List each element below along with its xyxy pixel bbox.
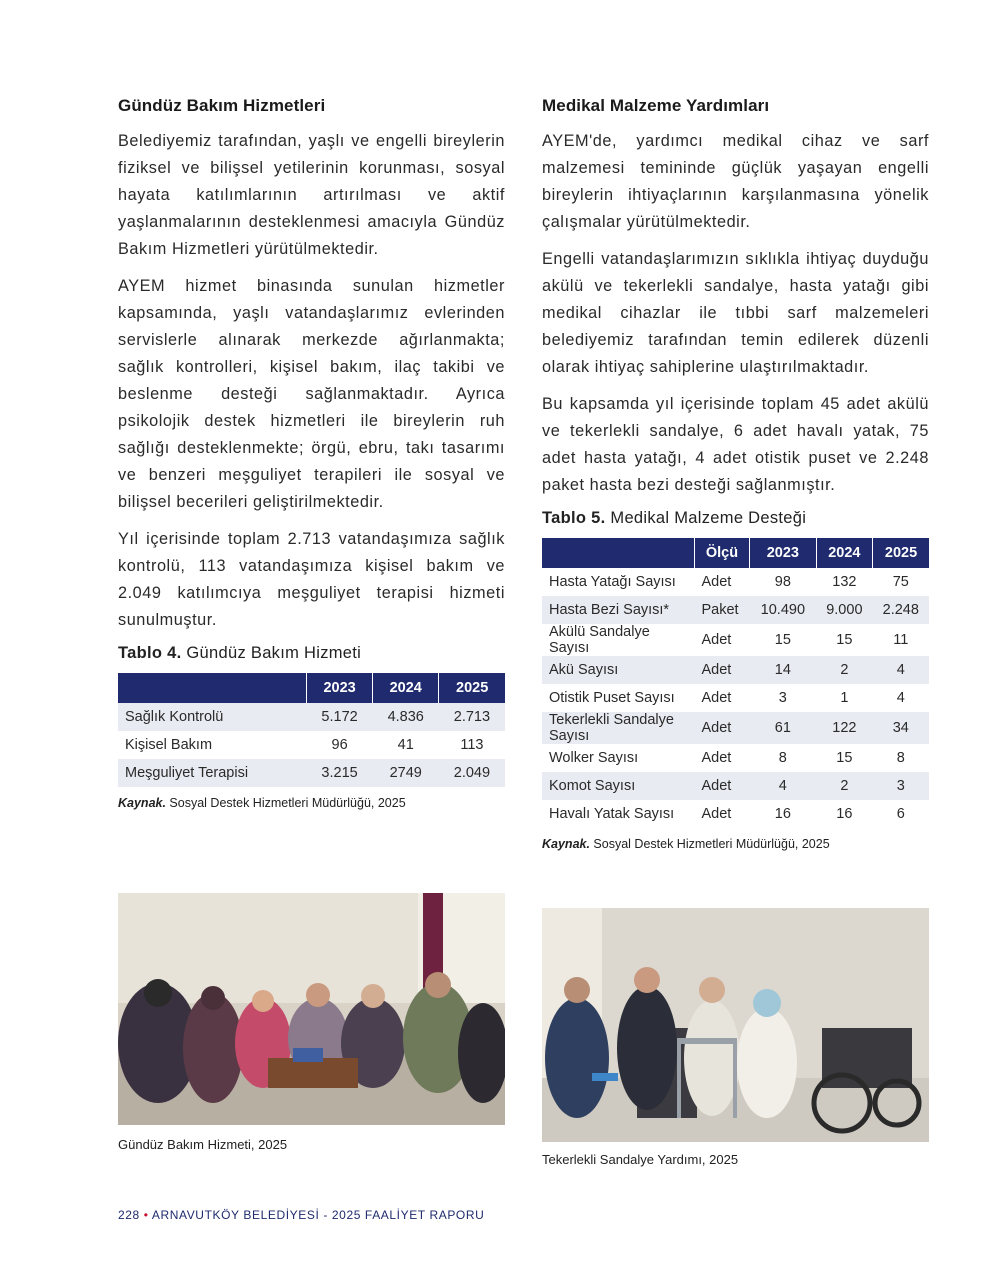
footer-org: ARNAVUTKÖY BELEDİYESİ xyxy=(151,1208,320,1222)
cell-value: 3 xyxy=(873,772,929,800)
cell-value: 4 xyxy=(750,772,817,800)
paragraph: AYEM hizmet binasında sunulan hizmetler kapsamında, yaşlı vatandaşlarımız evlerinden servislerle alınarak merkezde ağırlanmakta; sağlık kontrolleri, kişisel bakım, ilaç takibi ve beslenme desteği sağlanmaktadır. Ayrıca psikolojik destek hizmetleri ile bireylerin ruh sağlığı desteklenmekte; örgü, ebru, takı tasarımı ve benzeri meşguliyet terapileri ile sosyal ve bilişsel becerileri geliştirilmektedir. xyxy=(118,277,505,511)
table-row xyxy=(542,772,929,800)
source-text: Sosyal Destek Hizmetleri Müdürlüğü, 2025 xyxy=(165,796,406,810)
cell-value: 14 xyxy=(750,656,817,684)
row-unit: Paket xyxy=(695,596,750,624)
section-heading-gunduz-bakim: Gündüz Bakım Hizmetleri xyxy=(118,96,326,115)
cell-value: 15 xyxy=(836,632,853,648)
cell-value: 11 xyxy=(893,632,909,648)
row-unit: Adet xyxy=(701,806,732,822)
table-row xyxy=(118,703,505,731)
cell-value: 2 xyxy=(816,772,872,800)
cell-value: 132 xyxy=(832,574,857,590)
row-label: Wolker Sayısı xyxy=(549,750,639,766)
row-unit: Adet xyxy=(701,632,732,648)
header-year: 2024 xyxy=(373,673,439,703)
paragraph: Belediyemiz tarafından, yaşlı ve engelli bireylerin fiziksel ve bilişsel yetilerinin korunması, sosyal hayata katılımlarının artırılması ve aktif yaşlanmalarının desteklenmesi amacıyla Gündüz Bakım Hizmetleri yürütülmektedir. xyxy=(118,132,505,258)
cell-value: 1 xyxy=(840,690,849,706)
table-source xyxy=(542,837,929,851)
cell-value: 2 xyxy=(816,656,872,684)
row-label: Otistik Puset Sayısı xyxy=(549,690,675,706)
row-label: Komot Sayısı xyxy=(542,772,695,800)
header-year: 2023 xyxy=(307,673,373,703)
cell-value: 16 xyxy=(836,806,853,822)
table-header-row xyxy=(118,673,505,703)
table-row xyxy=(542,596,929,624)
cell-value: 2.049 xyxy=(439,759,505,787)
paragraph: Yıl içerisinde toplam 2.713 vatandaşımıza sağlık kontrolü, 113 vatandaşımıza kişisel bakım ve 2.049 katılımcıya meşguliyet terapisi hizmeti sunulmuştur. xyxy=(118,530,505,629)
source-label: Kaynak. xyxy=(542,837,590,851)
paragraph: AYEM'de, yardımcı medikal cihaz ve sarf malzemesi temininde güçlük yaşayan engelli bireylerin ihtiyaçlarının karşılanmasına yönelik çalışmalar yürütülmektedir. xyxy=(542,132,929,231)
table-caption-title: Gündüz Bakım Hizmeti xyxy=(181,644,362,662)
cell-value: 2.713 xyxy=(439,703,505,731)
cell-value: 2749 xyxy=(373,759,439,787)
cell-value: 4 xyxy=(896,690,905,706)
cell-value: 3.215 xyxy=(307,759,373,787)
row-unit: Adet xyxy=(701,690,732,706)
cell-value: 113 xyxy=(460,737,484,753)
cell-value: 3 xyxy=(778,690,787,706)
row-label: Tekerlekli Sandalye Sayısı xyxy=(542,712,695,744)
row-label: Sağlık Kontrolü xyxy=(118,703,307,731)
left-column xyxy=(118,96,505,810)
header-year: 2025 xyxy=(873,538,929,568)
source-label: Kaynak. xyxy=(118,796,166,810)
cell-value: 4 xyxy=(873,656,929,684)
cell-value: 75 xyxy=(892,574,909,590)
table-row xyxy=(542,800,929,828)
cell-value: 5.172 xyxy=(307,703,373,731)
cell-value: 61 xyxy=(750,712,817,744)
row-unit: Adet xyxy=(701,574,732,590)
table-caption xyxy=(118,644,505,663)
table-row xyxy=(542,684,929,712)
cell-value: 15 xyxy=(774,632,791,648)
table-caption-title: Medikal Malzeme Desteği xyxy=(605,509,807,527)
cell-value: 8 xyxy=(778,750,787,766)
footer-dash: - xyxy=(323,1208,328,1222)
table-body xyxy=(542,568,929,828)
cell-value: 6 xyxy=(896,806,905,822)
header-year: 2025 xyxy=(439,673,505,703)
cell-value: 4.836 xyxy=(373,703,439,731)
table-row xyxy=(542,744,929,772)
cell-value: 2.248 xyxy=(873,596,929,624)
row-label: Havalı Yatak Sayısı xyxy=(549,806,675,822)
row-label: Meşguliyet Terapisi xyxy=(118,759,307,787)
gunduz-bakim-table xyxy=(118,673,505,787)
medikal-malzeme-table xyxy=(542,538,929,828)
source-text: Sosyal Destek Hizmetleri Müdürlüğü, 2025 xyxy=(589,837,830,851)
row-unit: Adet xyxy=(695,656,750,684)
cell-value: 16 xyxy=(774,806,791,822)
table-row xyxy=(542,656,929,684)
table-caption xyxy=(542,509,929,528)
header-year: 2023 xyxy=(750,538,817,568)
photo-wheelchair-aid xyxy=(542,908,929,1142)
table-row xyxy=(542,712,929,744)
cell-value: 34 xyxy=(873,712,929,744)
table-caption-number: Tablo 4. xyxy=(118,644,182,662)
section-heading-medikal: Medikal Malzeme Yardımları xyxy=(542,96,770,115)
right-column xyxy=(542,96,929,851)
table-source xyxy=(118,796,505,810)
photo-caption: Gündüz Bakım Hizmeti, 2025 xyxy=(118,1137,288,1152)
header-unit: Ölçü xyxy=(695,538,750,568)
row-label: Hasta Bezi Sayısı* xyxy=(542,596,695,624)
header-year: 2024 xyxy=(816,538,872,568)
cell-value: 10.490 xyxy=(750,596,817,624)
photo-day-care xyxy=(118,893,505,1125)
page-footer xyxy=(118,1208,484,1222)
table-row xyxy=(118,731,505,759)
table-caption-number: Tablo 5. xyxy=(542,509,606,527)
header-blank xyxy=(118,673,307,703)
cell-value: 98 xyxy=(774,574,791,590)
photo-caption: Tekerlekli Sandalye Yardımı, 2025 xyxy=(542,1152,739,1167)
paragraph: Bu kapsamda yıl içerisinde toplam 45 adet akülü ve tekerlekli sandalye, 6 adet havalı yatak, 75 adet hasta yatağı, 4 adet otistik puset ve 2.248 paket hasta bezi desteği sağlanmıştır. xyxy=(542,395,929,494)
table-header-row xyxy=(542,538,929,568)
row-unit: Adet xyxy=(695,712,750,744)
row-unit: Adet xyxy=(701,750,732,766)
table-row xyxy=(118,759,505,787)
row-label: Akü Sayısı xyxy=(542,656,695,684)
row-label: Akülü Sandalye Sayısı xyxy=(549,624,650,656)
row-label: Hasta Yatağı Sayısı xyxy=(549,574,676,590)
page-number: 228 xyxy=(118,1208,140,1222)
footer-bullet: • xyxy=(143,1208,149,1222)
table-row xyxy=(542,568,929,596)
footer-report: 2025 FAALİYET RAPORU xyxy=(331,1208,485,1222)
cell-value: 41 xyxy=(397,737,414,753)
cell-value: 8 xyxy=(896,750,905,766)
cell-value: 15 xyxy=(836,750,853,766)
cell-value: 9.000 xyxy=(816,596,872,624)
cell-value: 122 xyxy=(816,712,872,744)
cell-value: 96 xyxy=(331,737,348,753)
row-unit: Adet xyxy=(695,772,750,800)
row-label: Kişisel Bakım xyxy=(125,737,213,753)
paragraph: Engelli vatandaşlarımızın sıklıkla ihtiyaç duyduğu akülü ve tekerlekli sandalye, hasta yatağı gibi medikal cihazlar ile tıbbi sarf malzemeleri belediyemiz tarafından temin edilerek düzenli olarak ihtiyaç sahiplerine ulaştırılmaktadır. xyxy=(542,250,929,376)
table-row xyxy=(542,624,929,656)
header-blank xyxy=(542,538,695,568)
